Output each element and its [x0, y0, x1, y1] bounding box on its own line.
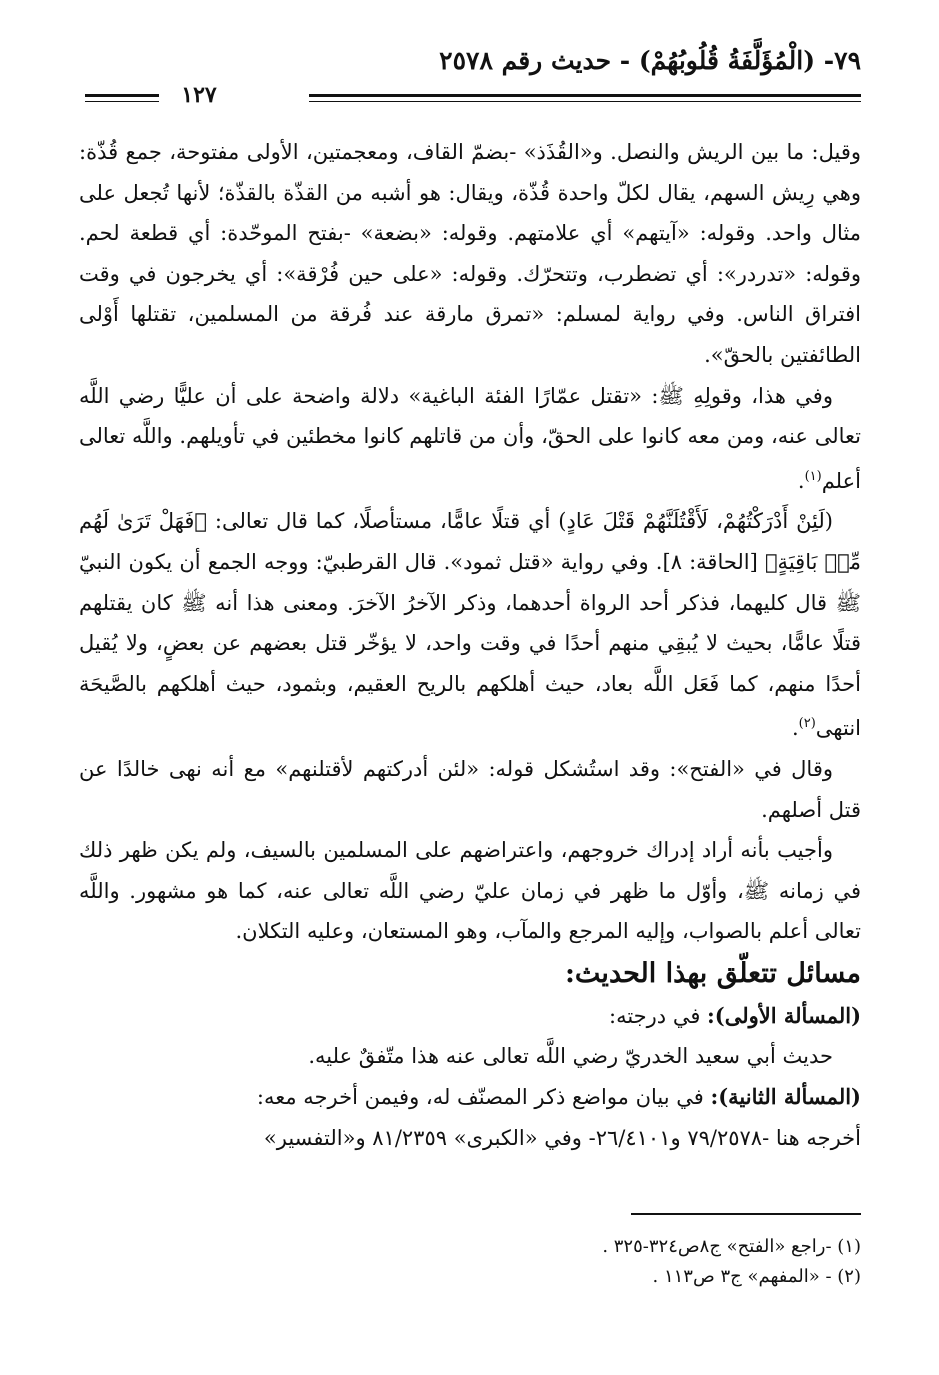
- header-rule-right-thick: [309, 94, 861, 97]
- issue-1-heading: [79, 996, 861, 1037]
- main-text: [79, 132, 861, 1158]
- running-title: ٧٩- (الْمُؤَلَّفَةُ قُلُوبُهُمْ) - حديث رقم ٢٥٧٨: [439, 46, 861, 75]
- paragraph-1: وقيل: ما بين الريش والنصل. و«القُذَذ» -بضمّ القاف، ومعجمتين، الأولى مفتوحة، جمع قُذّة: وهي رِيش السهم، يقال لكلّ واحدة قُذّة، ويقال: هو أشبه من القذّة بالقذّة؛ لأنها تُجعل على مثال واحد. وقوله: «آيتهم» أي علامتهم. وقوله: «بضعة» -بفتح الموحّدة: أي قطعة لحم. وقوله: «تدردر»: أي تضطرب، وتتحرّك. وقوله: «على حين فُرْقة»: أي يخرجون في وقت افتراق الناس. وفي رواية لمسلم: «تمرق مارقة عند فُرقة من المسلمين، تقتلها أَوْلى الطائفتين بالحقّ».: [79, 140, 861, 367]
- issue-2-heading: [79, 1077, 861, 1118]
- footnotes: [79, 1232, 861, 1292]
- section-title: مسائل تتعلّق بهذا الحديث:: [564, 957, 861, 989]
- paragraph-2-end: .: [797, 468, 805, 493]
- issue-1-body: حديث أبي سعيد الخدريّ رضي اللَّه تعالى عنه هذا متّفقٌ عليه.: [308, 1044, 833, 1069]
- issue-2-label: (المسألة الثانية):: [710, 1084, 861, 1110]
- issue-2-topic: في بيان مواضع ذكر المصنّف له، وفيمن أخرجه معه:: [256, 1085, 711, 1110]
- footnote-2: (٢) - «المفهم» ج٣ ص١١٣ .: [652, 1266, 861, 1287]
- paragraph-3: [79, 501, 861, 749]
- issue-1-label: (المسألة الأولى):: [707, 1002, 861, 1028]
- header-rule-left-thin: [85, 101, 159, 102]
- paragraph-5: وأجيب بأنه أراد إدراك خروجهم، واعتراضهم على المسلمين بالسيف، ولم يكن ظهر ذلك في زمانه ﷺ، وأوّل ما ظهر في زمان عليّ رضي اللَّه تعالى عنه، كما هو مشهور. واللَّه تعالى أعلم بالصواب، وإليه المرجع والمآب، وهو المستعان، وعليه التكلان.: [79, 838, 861, 944]
- header-rule-right-thin: [309, 101, 861, 102]
- footnote-mark-2: (٢): [798, 716, 816, 732]
- footnote-separator: [631, 1213, 861, 1215]
- paragraph-2: [79, 376, 861, 502]
- header-rule-left-thick: [85, 94, 159, 97]
- footnote-1: (١) -راجع «الفتح» ج٨ص٣٢٤-٣٢٥ .: [602, 1236, 861, 1257]
- paragraph-2-text: وفي هذا، وقولِهِ ﷺ: «تقتل عمّارًا الفئة الباغية» دلالة واضحة على أن عليًّا رضي اللَّه تعالى عنه، ومن معه كانوا على الحقّ، وأن من قاتلهم كانوا مخطئين في تأويلهم. واللَّه تعالى أعلم: [79, 383, 861, 493]
- paragraph-3-text: (لَئِنْ أَدْرَكْتُهُمْ، لَأَقْتُلَنَّهُمْ قَتْلَ عَادٍ) أي قتلًا عامًّا، مستأصلًا، كما قال تعالى: ﴿فَهَلْ تَرَىٰ لَهُم مِّنۢ بَاقِيَةٍ﴾ [الحاقة: ٨]. وفي رواية «قتل ثمود». قال القرطبيّ: ووجه الجمع أن يكون النبيّ ﷺ قال كليهما، فذكر أحد الرواة أحدهما، وذكر الآخرُ الآخرَ. ومعنى هذا أنه ﷺ كان يقتلهم قتلًا عامًّا، بحيث لا يُبقِي منهم أحدًا في وقت واحد، لا يؤخّر قتل بعضهم عن بعضٍ، ولا يُقيل أحدًا منهم، كما فَعَل اللَّه بعاد، حيث أهلكهم بالريح العقيم، وبثمود، حيث أهلكهم بالصَّيحَة انتهى: [79, 509, 862, 741]
- paragraph-3-end: .: [791, 716, 799, 741]
- page-number: ١٢٧: [181, 82, 217, 108]
- issue-1-topic: في درجته:: [609, 1003, 708, 1028]
- footnote-mark-1: (١): [804, 468, 822, 484]
- paragraph-4: وقال في «الفتح»: وقد استُشكل قوله: «لئن أدركتهم لأقتلنهم» مع أنه نهى خالدًا عن قتل أصلهم.: [79, 756, 861, 822]
- issue-2-body: أخرجه هنا -٧٩/٢٥٧٨ و٢٦/٤١٠١- وفي «الكبرى» ٨١/٢٣٥٩ و«التفسير»: [263, 1125, 861, 1150]
